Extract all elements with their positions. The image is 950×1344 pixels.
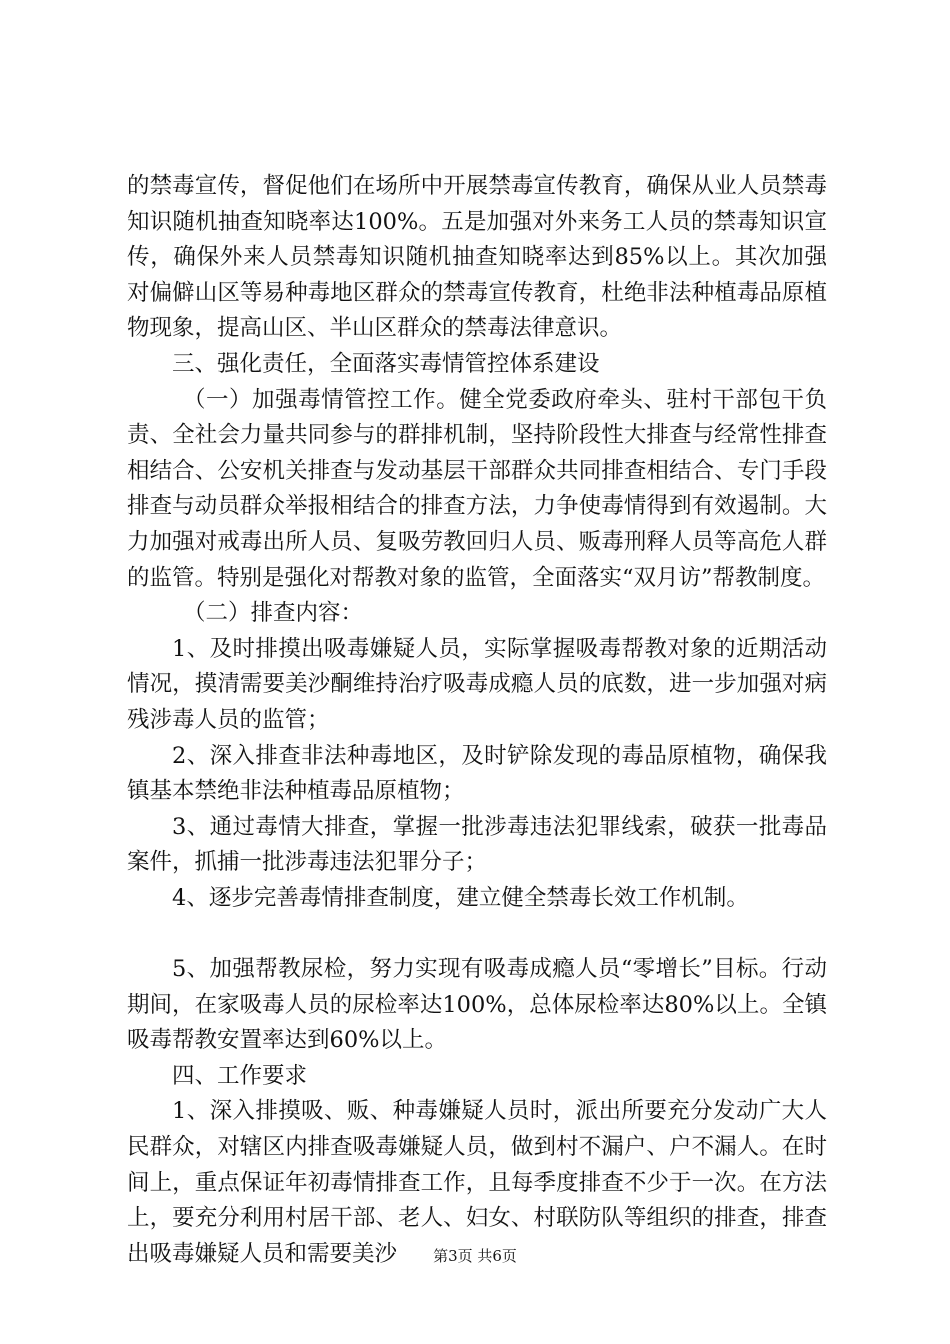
list-item-1: 1、及时排摸出吸毒嫌疑人员，实际掌握吸毒帮教对象的近期活动情况，摸清需要美沙酮维持治疗吸毒成瘾人员的底数，进一步加强对病残涉毒人员的监管； (127, 635, 827, 733)
paragraph-continuation: 的禁毒宣传，督促他们在场所中开展禁毒宣传教育，确保从业人员禁毒知识随机抽查知晓率达100%。五是加强对外来务工人员的禁毒知识宣传，确保外来人员禁毒知识随机抽查知晓率达到85%以上。其次加强对偏僻山区等易种毒地区群众的禁毒宣传教育，杜绝非法种植毒品原植物现象，提高山区、半山区群众的禁毒法律意识。 (127, 173, 827, 342)
list-item-5: 5、加强帮教尿检，努力实现有吸毒成瘾人员“零增长”目标。行动期间，在家吸毒人员的尿检率达100%，总体尿检率达80%以上。全镇吸毒帮教安置率达到60%以上。 (127, 956, 827, 1054)
page-number: 第3页 共6页 (433, 1247, 517, 1265)
section-heading-four: 四、工作要求 (172, 1062, 308, 1089)
list-item-2: 2、深入排查非法种毒地区，及时铲除发现的毒品原植物，确保我镇基本禁绝非法种植毒品原植物； (127, 742, 827, 805)
section-heading-three: 三、强化责任，全面落实毒情管控体系建设 (172, 350, 600, 377)
document-body (127, 169, 827, 1272)
list-item-3: 3、通过毒情大排查，掌握一批涉毒违法犯罪线索，破获一批毒品案件，抓捕一批涉毒违法犯罪分子； (127, 813, 827, 876)
blank-line (127, 916, 827, 952)
list-item-4: 4、逐步完善毒情排查制度，建立健全禁毒长效工作机制。 (172, 884, 749, 911)
subsection-heading-two: （二）排查内容： (183, 600, 364, 627)
paragraph-subsection-one: （一）加强毒情管控工作。健全党委政府牵头、驻村干部包干负责、全社会力量共同参与的群排机制，坚持阶段性大排查与经常性排查相结合、公安机关排查与发动基层干部群众共同排查相结合、专门手段排查与动员群众举报相结合的排查方法，力争使毒情得到有效遏制。大力加强对戒毒出所人员、复吸劳教回归人员、贩毒刑释人员等高危人群的监管。特别是强化对帮教对象的监管，全面落实“双月访”帮教制度。 (127, 386, 827, 591)
requirement-item-1: 1、深入排摸吸、贩、种毒嫌疑人员时，派出所要充分发动广大人民群众，对辖区内排查吸毒嫌疑人员，做到村不漏户、户不漏人。在时间上，重点保证年初毒情排查工作，且每季度排查不少于一次。在方法上，要充分利用村居干部、老人、妇女、村联防队等组织的排查，排查出吸毒嫌疑人员和需要美沙 (127, 1098, 827, 1267)
